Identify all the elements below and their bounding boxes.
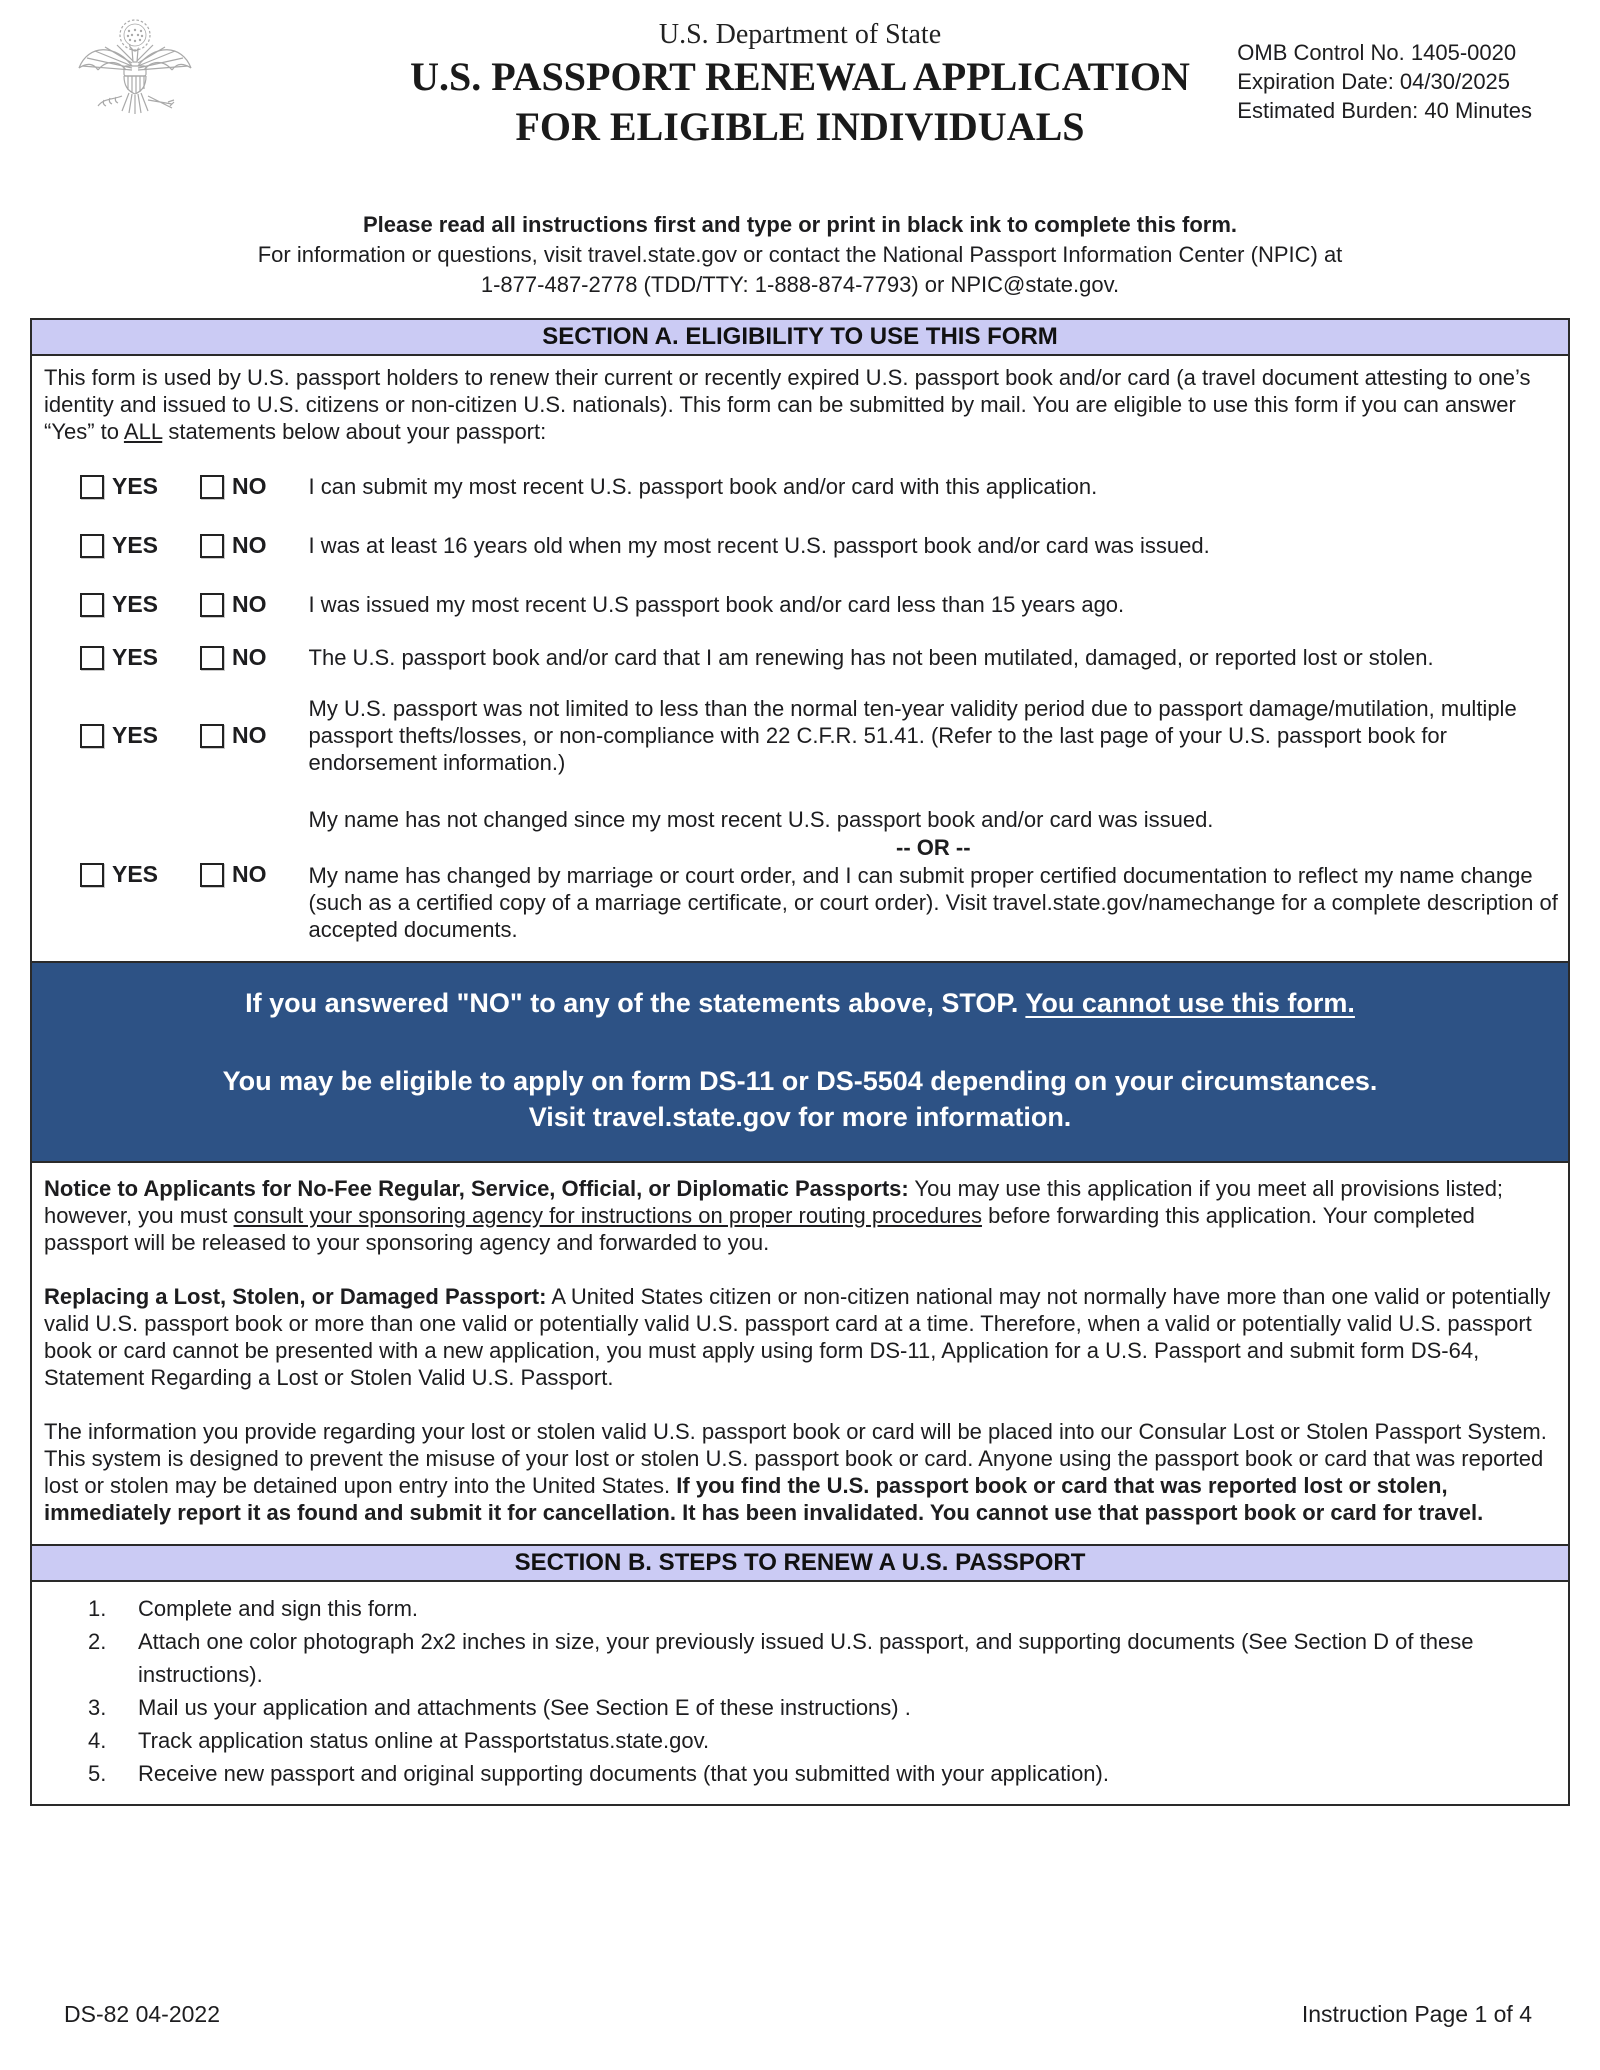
no-checkbox-4[interactable]: [200, 646, 224, 670]
section-a-intro: [44, 364, 1556, 445]
section-a-intro-text: This form is used by U.S. passport holders to renew their current or recently expired U.S. passport book and/or card (a travel document attesting to one’s identity and issued to U.S. citizens or non-citizen U.S. nationals). This form can be submitted by mail. You are eligible to use this form if you can answer “Yes” to: [44, 365, 1531, 444]
stop-banner-cannot-use: You cannot use this form.: [1025, 988, 1355, 1018]
eligibility-row-6: [42, 806, 1558, 943]
statement-5-text: My U.S. passport was not limited to less than the normal ten-year validity period due to passport damage/mutilation, multiple passport thefts/losses, or non-compliance with 22 C.F.R. 51.41. (Refer to the last page of your U.S. passport book for endorsement information.): [308, 696, 1517, 775]
eligibility-row-3: [42, 591, 1558, 618]
eligibility-row-2: [42, 532, 1558, 559]
no-checkbox-1[interactable]: [200, 475, 224, 499]
stop-banner-line1-text: If you answered "NO" to any of the statements above, STOP.: [245, 988, 1026, 1018]
no-checkbox-5[interactable]: [200, 724, 224, 748]
section-a: [30, 318, 1570, 963]
yes-label: YES: [112, 473, 159, 499]
eligibility-row-1: [42, 473, 1558, 500]
intro-line2: For information or questions, visit travel.state.gov or contact the National Passport Information Center (NPIC) at: [257, 242, 1343, 267]
eligibility-row-5: [42, 695, 1558, 776]
yes-checkbox-1[interactable]: [80, 475, 104, 499]
omb-expiration-date: Expiration Date: 04/30/2025: [1237, 69, 1511, 94]
yes-checkbox-3[interactable]: [80, 593, 104, 617]
yes-label: YES: [112, 532, 159, 558]
no-fee-notice-part2: before forwarding this application. Your completed passport will be released to your sponsoring agency and forwarded to you.: [44, 1203, 1475, 1255]
replacing-notice-text: A United States citizen or non-citizen national may not normally have more than one valid or potentially valid U.S. passport book or more than one valid or potentially valid U.S. passport card at a time. Therefore, when a valid or potentially valid U.S. passport book or card cannot be presented with a new application, you must apply using form DS-11, Application for a U.S. Passport and submit form DS-64, Statement Regarding a Lost or Stolen Valid U.S. Passport.: [44, 1284, 1551, 1390]
step-5: Receive new passport and original supporting documents (that you submitted with your application).: [138, 1761, 1109, 1786]
clsp-notice-text: The information you provide regarding your lost or stolen valid U.S. passport book or card will be placed into our Consular Lost or Stolen Passport System. This system is designed to prevent the misuse of your lost or stolen U.S. passport book or card. Anyone using the passport book or card that was reported lost or stolen may be detained upon entry into the United States.: [44, 1419, 1547, 1498]
section-a-intro-all: ALL: [123, 419, 163, 444]
statement-4-text: The U.S. passport book and/or card that I am renewing has not been mutilated, damaged, or reported lost or stolen.: [308, 645, 1434, 670]
form-number: DS-82 04-2022: [64, 2001, 220, 2027]
no-fee-notice-lead: Notice to Applicants for No-Fee Regular, Service, Official, or Diplomatic Passports:: [44, 1176, 909, 1201]
step-2: Attach one color photograph 2x2 inches in size, your previously issued U.S. passport, and supporting documents (See Section D of these instructions).: [138, 1629, 1474, 1687]
no-checkbox-3[interactable]: [200, 593, 224, 617]
page-footer: [64, 2001, 1532, 2028]
omb-block: [1237, 38, 1532, 125]
stop-banner-line1: [62, 985, 1538, 1021]
yes-label: YES: [112, 591, 159, 617]
page-header: [0, 0, 1600, 170]
yes-checkbox-5[interactable]: [80, 724, 104, 748]
form-title-line1: U.S. PASSPORT RENEWAL APPLICATION: [410, 54, 1190, 99]
clsp-notice: [44, 1418, 1556, 1526]
notices-box: [30, 1161, 1570, 1546]
no-fee-notice-part1: You may use this application if you meet all provisions listed; however, you must: [44, 1176, 1504, 1228]
no-fee-notice: [44, 1175, 1556, 1256]
yes-label: YES: [112, 861, 159, 887]
omb-estimated-burden: Estimated Burden: 40 Minutes: [1237, 98, 1532, 123]
yes-checkbox-2[interactable]: [80, 534, 104, 558]
intro-line3: 1-877-487-2778 (TDD/TTY: 1-888-874-7793) or NPIC@state.gov.: [480, 272, 1120, 297]
stop-banner-line3: Visit travel.state.gov for more information.: [528, 1102, 1072, 1132]
step-3: Mail us your application and attachments (See Section E of these instructions) .: [138, 1695, 911, 1720]
no-label: NO: [232, 722, 267, 748]
stop-banner: [30, 963, 1570, 1161]
statement-1-text: I can submit my most recent U.S. passport book and/or card with this application.: [308, 474, 1098, 499]
renewal-steps: [32, 1582, 1568, 1804]
no-checkbox-6[interactable]: [200, 863, 224, 887]
no-checkbox-2[interactable]: [200, 534, 224, 558]
yes-label: YES: [112, 722, 159, 748]
eligibility-row-4: [42, 644, 1558, 671]
clsp-notice-bold-tail: If you find the U.S. passport book or card that was reported lost or stolen, immediately report it as found and submit it for cancellation. It has been invalidated. You cannot use that passport book or card for travel.: [44, 1473, 1484, 1525]
yes-checkbox-6[interactable]: [80, 863, 104, 887]
statement-6-text: [309, 806, 1558, 943]
intro-bold-line: Please read all instructions first and type or print in black ink to complete this form.: [362, 212, 1238, 237]
yes-label: YES: [112, 644, 159, 670]
section-b-header: SECTION B. STEPS TO RENEW A U.S. PASSPORT: [32, 1546, 1568, 1582]
no-label: NO: [232, 473, 267, 499]
no-fee-notice-underline: consult your sponsoring agency for instructions on proper routing procedures: [233, 1203, 982, 1228]
section-a-header: SECTION A. ELIGIBILITY TO USE THIS FORM: [32, 320, 1568, 356]
replacing-notice-lead: Replacing a Lost, Stolen, or Damaged Passport:: [44, 1284, 547, 1309]
page-number: Instruction Page 1 of 4: [1301, 2001, 1532, 2027]
form-title-line2: FOR ELIGIBLE INDIVIDUALS: [515, 104, 1085, 149]
or-separator: -- OR --: [896, 835, 971, 860]
section-b: [30, 1546, 1570, 1806]
omb-control-number: OMB Control No. 1405-0020: [1237, 40, 1517, 65]
no-label: NO: [232, 591, 267, 617]
step-4: Track application status online at Passportstatus.state.gov.: [138, 1728, 710, 1753]
statement-6-after: My name has changed by marriage or court order, and I can submit proper certified documentation to reflect my name change (such as a certified copy of a marriage certificate, or court order). Visit travel.state.gov/namechange for a complete description of accepted documents.: [308, 863, 1558, 942]
statement-2-text: I was at least 16 years old when my most recent U.S. passport book and/or card was issued.: [308, 533, 1210, 558]
no-label: NO: [232, 861, 267, 887]
statement-3-text: I was issued my most recent U.S passport book and/or card less than 15 years ago.: [308, 592, 1125, 617]
yes-checkbox-4[interactable]: [80, 646, 104, 670]
step-1: Complete and sign this form.: [138, 1596, 419, 1621]
section-a-intro-tail: statements below about your passport:: [162, 419, 547, 444]
statement-6-before: My name has not changed since my most recent U.S. passport book and/or card was issued.: [308, 807, 1214, 832]
great-seal-icon: [74, 16, 196, 122]
intro-instructions: [0, 210, 1600, 300]
stop-banner-line2: You may be eligible to apply on form DS-11 or DS-5504 depending on your circumstances.: [222, 1066, 1378, 1096]
no-label: NO: [232, 644, 267, 670]
no-label: NO: [232, 532, 267, 558]
agency-name: U.S. Department of State: [658, 19, 942, 50]
replacing-notice: [44, 1283, 1556, 1391]
